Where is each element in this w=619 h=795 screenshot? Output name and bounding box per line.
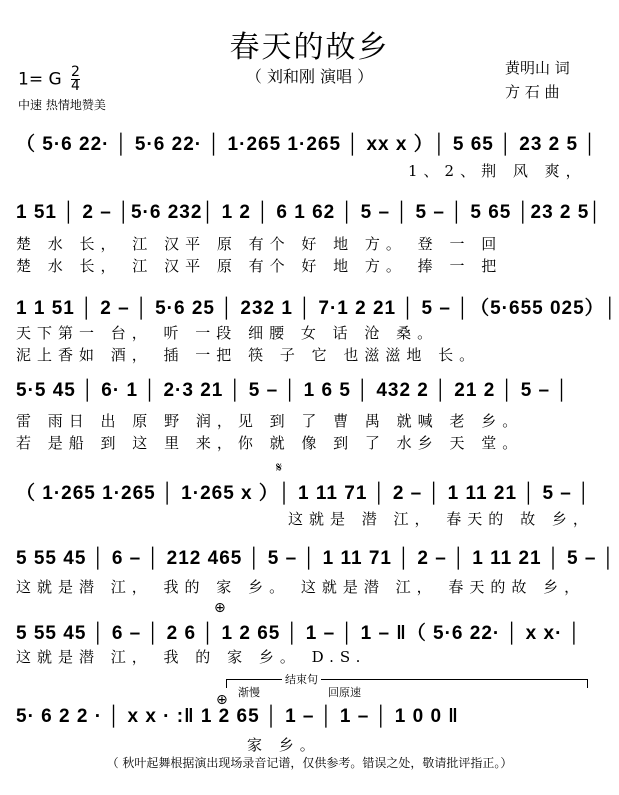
ending-bracket [226,679,588,688]
credits [505,56,570,104]
lyricist: 黄明山 词 [505,59,570,77]
score-line-6-lyrics: 这就是潜 江， 我的 家 乡。 这就是潜 江， 春天的故 乡， [16,578,586,596]
score-line-1-lyrics: 1、2、荆 风 爽， [408,162,587,180]
score-line-8-lyrics: 家 乡。 [247,736,321,754]
score-line-7-lyrics: 这就是潜 江， 我 的 家 乡。 D.S. [16,648,367,666]
score-line-3-notes: 1 1 51 │ 2 – │ 5·6 25 │ 232 1 │ 7·1 2 21 │ 5 – │（5·655 025）│ [16,298,618,319]
key-label: 1= G [18,69,62,90]
score-line-3-lyrics-2: 泥上香如 酒， 插 一把 筷 子 它 也滋滋地 长。 [16,346,481,364]
ritardando-label: 渐慢 [238,686,260,699]
score-line-3-lyrics-1: 天下第一 台， 听 一段 细腰 女 话 沧 桑。 [16,324,439,342]
ending-label: 结束句 [282,671,321,687]
score-line-1-notes: （ 5·6 22· │ 5·6 22· │ 1·265 1·265 │ xx x ）│ 5 65 │ 23 2 5 │ [16,134,598,155]
score-line-5-notes: （ 1·265 1·265 │ 1·265 x ）│ 1 11 71 │ 2 – │ 1 11 21 │ 5 – │ [16,483,592,504]
coda-sign-2: ⊕ [216,692,228,708]
a-tempo-label: 回原速 [328,686,361,699]
score-line-4-lyrics-2: 若 是船 到 这 里 来，你 就 像 到 了 水乡 天 堂。 [16,434,524,452]
time-signature [71,66,80,93]
song-title: 春天的故乡 [229,30,390,65]
transcription-note: （ 秋叶起舞根据演出现场录音记谱，仅供参考。错误之处，敬请批评指正。） [106,756,513,770]
singer-credit: （ 刘和刚 演唱 ） [245,67,374,86]
segno-sign: 𝄋 [276,460,283,476]
time-denominator: 4 [71,78,80,94]
coda-sign: ⊕ [214,600,226,616]
key-signature [18,66,80,93]
score-line-8-notes: 5· 6 2 2 · │ x x · :‖ 1 2 65 │ 1 – │ 1 – │ 1 0 0 ‖ [16,706,459,727]
score-line-7-notes: 5 55 45 │ 6 – │ 2 6 │ 1 2 65 │ 1 – │ 1 – ‖（ 5·6 22· │ x x· │ [16,623,582,644]
score-line-4-lyrics-1: 雷 雨日 出 原 野 润，见 到 了 曹 禺 就喊 老 乡。 [16,412,524,430]
time-numerator: 2 [71,64,80,80]
score-line-2-lyrics-2: 楚 水 长， 江 汉平 原 有个 好 地 方。 捧 一 把 [16,257,503,275]
composer: 方 石 曲 [505,83,560,101]
score-line-4-notes: 5·5 45 │ 6· 1 │ 2·3 21 │ 5 – │ 1 6 5 │ 432 2 │ 21 2 │ 5 – │ [16,380,570,401]
score-line-5-lyrics: 这就是 潜 江， 春天的 故 乡， [288,510,594,528]
score-line-2-notes: 1 51 │ 2 – │5·6 232│ 1 2 │ 6 1 62 │ 5 – │ 5 – │ 5 65 │23 2 5│ [16,202,603,223]
tempo-marking: 中速 热情地赞美 [18,98,106,112]
score-line-2-lyrics-1: 楚 水 长， 江 汉平 原 有个 好 地 方。 登 一 回 [16,235,503,253]
score-line-6-notes: 5 55 45 │ 6 – │ 212 465 │ 5 – │ 1 11 71 │ 2 – │ 1 11 21 │ 5 – │ [16,548,616,569]
